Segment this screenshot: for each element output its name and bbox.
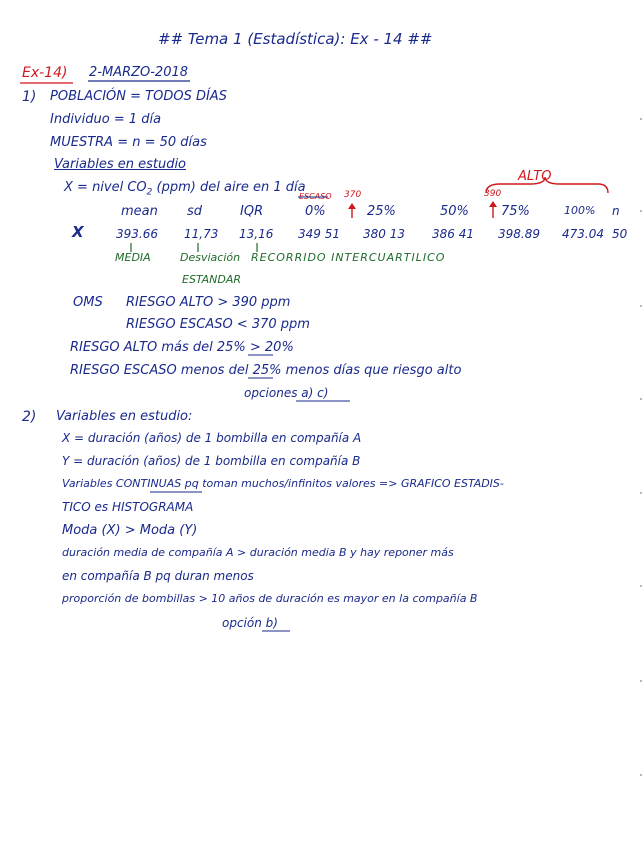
alto-brace <box>486 177 608 193</box>
notebook-edge-dots <box>637 0 643 848</box>
header-50pct: 50% <box>440 204 469 219</box>
poblacion-line: POBLACIÓN = TODOS DÍAS <box>50 89 227 104</box>
edge-dot <box>640 118 642 120</box>
oms-label: OMS <box>73 295 103 310</box>
continuas-line: Variables CONTINUAS pq toman muchos/infinitos valores => GRAFICO ESTADIS- <box>62 477 504 490</box>
escaso-value: 370 <box>344 190 362 200</box>
header-iqr: IQR <box>240 204 264 219</box>
media-annotation: MEDIA <box>115 251 151 264</box>
edge-dot <box>640 305 642 307</box>
question-2-number: 2) <box>22 409 37 425</box>
desviacion-annotation: Desviación <box>180 251 241 264</box>
value-n: 50 <box>612 227 628 241</box>
edge-dot <box>640 585 642 587</box>
header-25pct: 25% <box>367 204 396 219</box>
individuo-line: Individuo = 1 día <box>50 112 162 127</box>
header-100pct: 100% <box>564 204 596 217</box>
escaso-label: ESCASO <box>299 192 332 201</box>
q1-opciones: opciones a) c) <box>244 386 329 400</box>
question-1-number: 1) <box>22 89 37 105</box>
header-mean: mean <box>121 204 158 219</box>
exam-date: 2-MARZO-2018 <box>89 65 189 80</box>
edge-dot <box>640 774 642 776</box>
value-iqr: 13,16 <box>239 227 274 241</box>
recorrido-annotation: RECORRIDO INTERCUARTILICO <box>251 251 446 264</box>
row-label-x: X <box>72 223 84 241</box>
riesgo-alto-25-line: RIESGO ALTO más del 25% > 20% <box>70 340 294 355</box>
proporcion-line: proporción de bombillas > 10 años de duración es mayor en la compañía B <box>62 592 478 605</box>
co2-subscript: 2 <box>146 187 153 198</box>
value-0pct: 349 51 <box>298 227 340 241</box>
q2-opcion: opción b) <box>222 616 278 630</box>
q2-x-definition: X = duración (años) de 1 bombilla en compañía A <box>62 431 362 445</box>
media-line-2: en compañía B pq duran menos <box>62 569 254 583</box>
value-sd: 11,73 <box>184 227 219 241</box>
alto-arrowhead <box>489 201 497 207</box>
value-25pct: 380 13 <box>363 227 405 241</box>
value-100pct: 473.04 <box>562 227 604 241</box>
variables-heading: Variables en estudio <box>54 157 187 172</box>
edge-dot <box>640 492 642 494</box>
header-0pct: 0% <box>305 204 326 219</box>
header-n: n <box>612 204 620 218</box>
riesgo-alto-line: RIESGO ALTO > 390 ppm <box>126 295 291 310</box>
edge-dot <box>640 210 642 212</box>
header-sd: sd <box>187 204 203 219</box>
x-definition-text: X = nivel CO <box>64 180 147 195</box>
value-75pct: 398.89 <box>498 227 540 241</box>
page-title: ## Tema 1 (Estadística): Ex - 14 ## <box>158 30 433 48</box>
header-75pct: 75% <box>501 204 530 219</box>
moda-line: Moda (X) > Moda (Y) <box>62 523 198 538</box>
escaso-arrowhead <box>348 203 356 209</box>
riesgo-escaso-line: RIESGO ESCASO < 370 ppm <box>126 317 310 332</box>
edge-dot <box>640 680 642 682</box>
edge-dot <box>640 398 642 400</box>
estandar-annotation: ESTANDAR <box>182 273 242 286</box>
alto-value: 390 <box>484 189 502 199</box>
q2-variables-heading: Variables en estudio: <box>56 409 193 424</box>
exam-tag: Ex-14) <box>22 65 68 81</box>
q2-y-definition: Y = duración (años) de 1 bombilla en compañía B <box>62 454 361 468</box>
x-definition-rest: (ppm) del aire en 1 día <box>152 180 306 195</box>
tico-line: TICO es HISTOGRAMA <box>62 500 194 514</box>
muestra-line: MUESTRA = n = 50 días <box>50 135 207 150</box>
value-mean: 393.66 <box>116 227 158 241</box>
riesgo-escaso-25-line: RIESGO ESCASO menos del 25% menos días que riesgo alto <box>70 363 462 378</box>
media-line-1: duración media de compañía A > duración media B y hay reponer más <box>62 546 454 559</box>
alto-label: ALTO <box>518 169 552 184</box>
value-50pct: 386 41 <box>432 227 474 241</box>
